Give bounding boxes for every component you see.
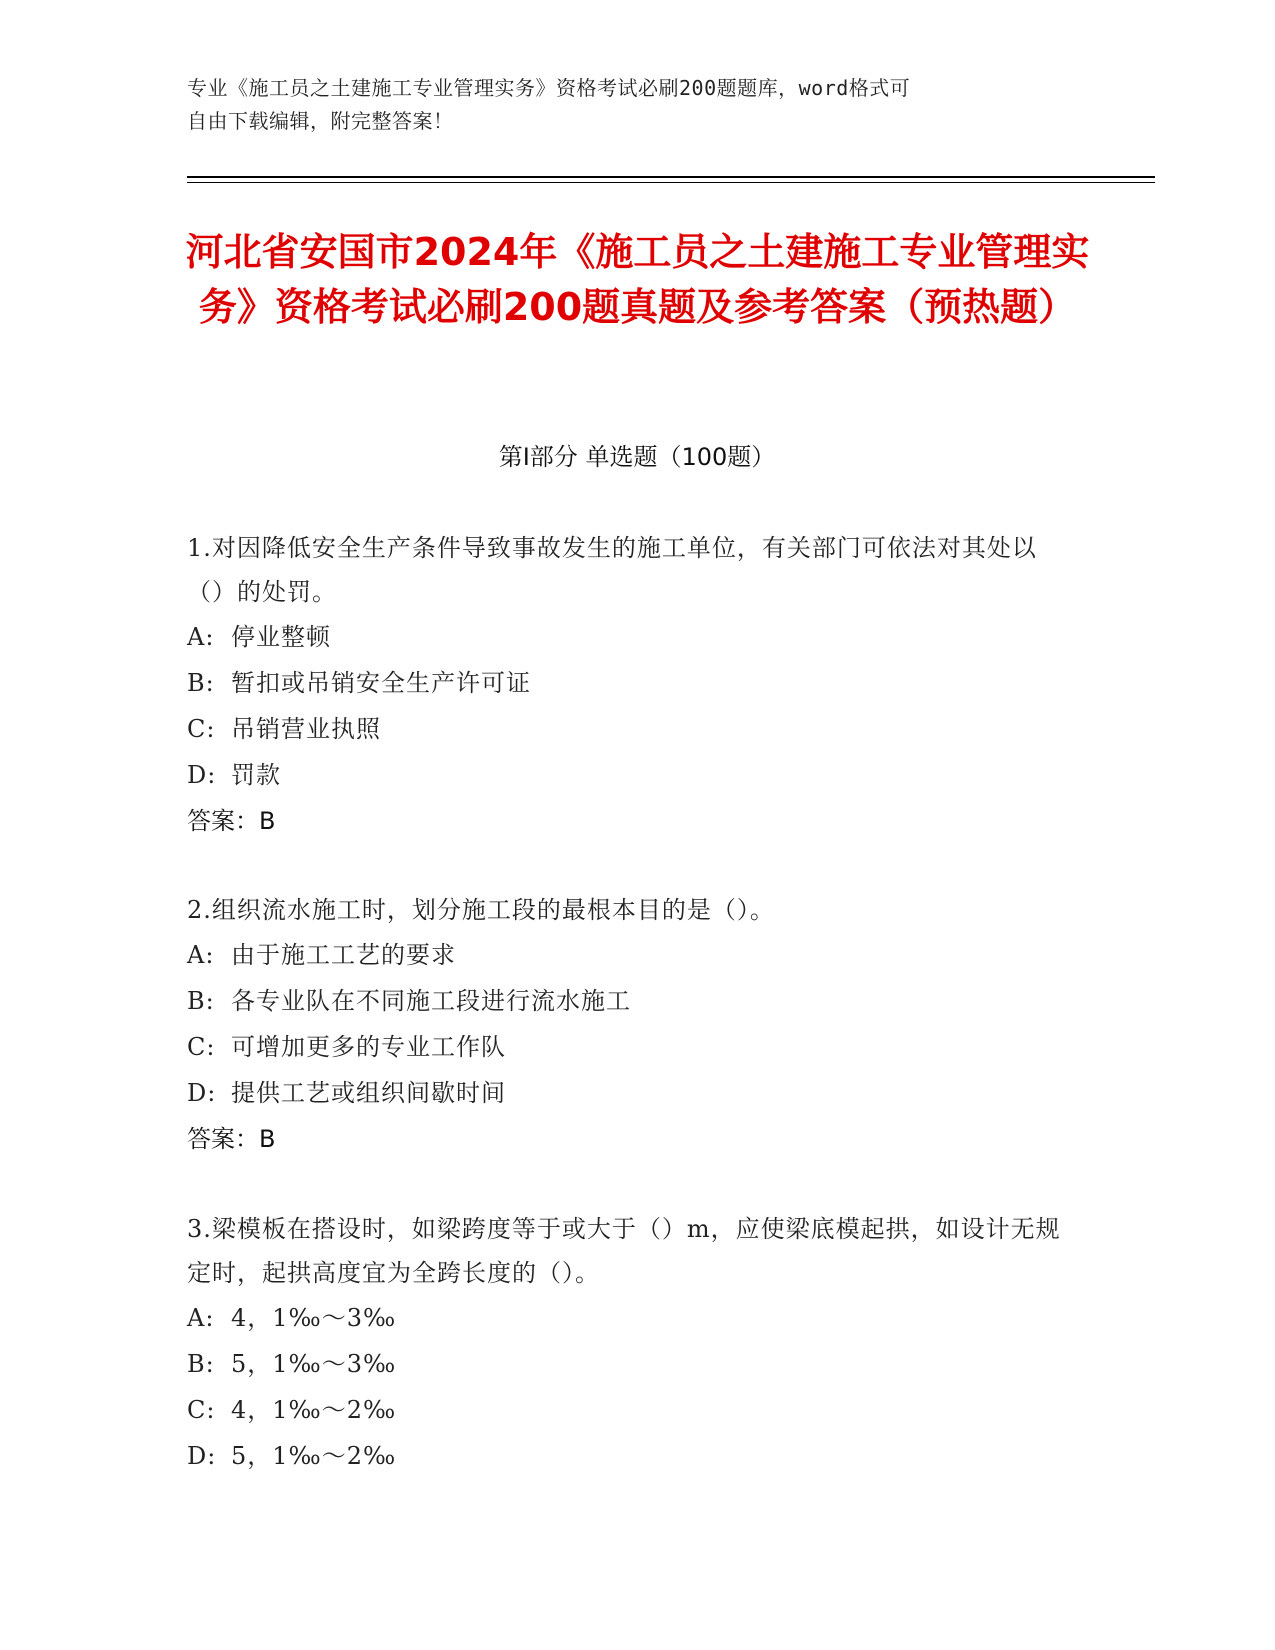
option-key: C: (187, 1033, 216, 1061)
document-title: 河北省安国市2024年《施工员之土建施工专业管理实务》资格考试必刷200题真题及参考答案（预热题） (185, 230, 1090, 329)
option-text: 4，1‰～3‰ (231, 1304, 397, 1332)
question-stem: 2.组织流水施工时，划分施工段的最根本目的是（）。 (187, 896, 775, 924)
option-text: 4，1‰～2‰ (231, 1396, 397, 1424)
option-key: A: (187, 623, 215, 651)
option-text: 各专业队在不同施工段进行流水施工 (231, 987, 631, 1015)
option-key: B: (187, 669, 215, 697)
option-text: 可增加更多的专业工作队 (231, 1033, 506, 1061)
option-c (187, 1387, 1067, 1433)
answer: 答案：B (187, 807, 276, 835)
option-text: 停业整顿 (231, 623, 331, 651)
option-a (187, 1295, 1067, 1341)
option-a (187, 614, 1067, 660)
option-text: 吊销营业执照 (231, 715, 381, 743)
question-stem: 3.梁模板在搭设时，如梁跨度等于或大于（）m，应使梁底模起拱，如设计无规定时，起拱高度宜为全跨长度的（）。 (187, 1215, 1061, 1287)
option-key: D: (187, 1442, 217, 1470)
option-key: A: (187, 941, 215, 969)
option-key: D: (187, 1079, 217, 1107)
option-text: 5，1‰～3‰ (231, 1350, 397, 1378)
header-note (187, 72, 1067, 138)
question-3 (187, 1207, 1067, 1479)
option-text: 由于施工工艺的要求 (231, 941, 456, 969)
header-rule-thick (187, 176, 1155, 178)
option-c (187, 706, 1067, 752)
header-note-line-1: 专业《施工员之土建施工专业管理实务》资格考试必刷200题题库，word格式可 (187, 76, 911, 100)
option-b (187, 660, 1067, 706)
option-key: C: (187, 715, 216, 743)
option-b (187, 978, 1067, 1024)
option-c (187, 1024, 1067, 1070)
option-key: C: (187, 1396, 216, 1424)
option-text: 罚款 (231, 761, 281, 789)
option-key: A: (187, 1304, 215, 1332)
answer: 答案：B (187, 1125, 276, 1153)
option-key: D: (187, 761, 217, 789)
option-a (187, 932, 1067, 978)
question-2 (187, 888, 1067, 1162)
header-note-line-2: 自由下载编辑，附完整答案！ (187, 109, 454, 133)
option-key: B: (187, 1350, 215, 1378)
option-text: 提供工艺或组织间歇时间 (231, 1079, 506, 1107)
option-d (187, 752, 1067, 798)
option-text: 5，1‰～2‰ (231, 1442, 397, 1470)
option-text: 暂扣或吊销安全生产许可证 (231, 669, 531, 697)
header-rule-thin (187, 182, 1155, 183)
question-1 (187, 526, 1067, 844)
option-d (187, 1070, 1067, 1116)
question-stem: 1.对因降低安全生产条件导致事故发生的施工单位，有关部门可依法对其处以（）的处罚。 (187, 534, 1037, 606)
option-d (187, 1433, 1067, 1479)
section-title: 第I部分 单选题（100题） (498, 443, 776, 471)
option-b (187, 1341, 1067, 1387)
option-key: B: (187, 987, 215, 1015)
